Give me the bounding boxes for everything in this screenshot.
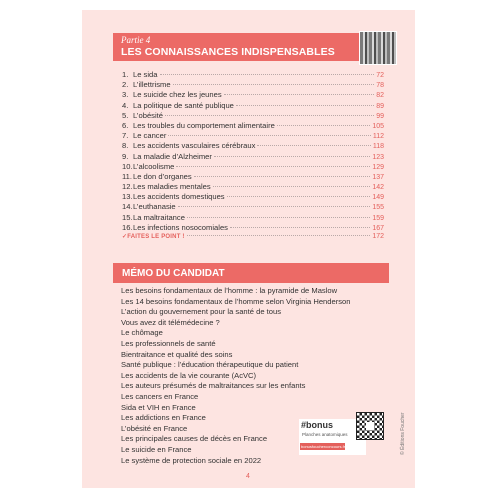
memo-header bbox=[113, 263, 389, 283]
memo-item[interactable]: Les 14 besoins fondamentaux de l’homme selon Virginia Henderson bbox=[121, 296, 351, 306]
memo-item[interactable]: Le système de protection sociale en 2022 bbox=[121, 455, 262, 465]
memo-item[interactable]: Vous avez dit télémédecine ? bbox=[121, 317, 220, 327]
page-number: 4 bbox=[246, 473, 250, 480]
toc-item[interactable]: 3. Le suicide chez les jeunes 82 bbox=[122, 90, 384, 100]
part-label: Partie 4 bbox=[121, 35, 151, 45]
toc-item[interactable]: 2. L’illettrisme 78 bbox=[122, 80, 384, 90]
memo-item[interactable]: Santé publique : l’éducation thérapeutique du patient bbox=[121, 360, 299, 370]
toc-item[interactable]: 12. Les maladies mentales 142 bbox=[122, 182, 384, 192]
toc-item[interactable]: 8. Les accidents vasculaires cérébraux 118 bbox=[122, 141, 384, 151]
toc-item[interactable]: 4. La politique de santé publique 89 bbox=[122, 100, 384, 110]
memo-item[interactable]: Bientraitance et qualité des soins bbox=[121, 349, 233, 359]
memo-item[interactable]: Sida et VIH en France bbox=[121, 402, 196, 412]
section-title: LES CONNAISSANCES INDISPENSABLES bbox=[121, 46, 335, 58]
toc-item[interactable]: 14. L’euthanasie 155 bbox=[122, 202, 384, 212]
memo-item[interactable]: Les professionnels de santé bbox=[121, 338, 216, 348]
toc-item[interactable]: 9. La maladie d’Alzheimer 123 bbox=[122, 151, 384, 161]
memo-item[interactable]: Les addictions en France bbox=[121, 413, 206, 423]
toc-item[interactable]: 10. L’alcoolisme 129 bbox=[122, 161, 384, 171]
toc-item[interactable]: 7. Le cancer 112 bbox=[122, 131, 384, 141]
memo-item[interactable]: Les accidents de la vie courante (AcVC) bbox=[121, 370, 257, 380]
toc-item[interactable]: 15. La maltraitance 159 bbox=[122, 212, 384, 222]
memo-title: MÉMO DU CANDIDAT bbox=[122, 268, 225, 279]
toc-item[interactable]: 6. Les troubles du comportement alimentaire 105 bbox=[122, 120, 384, 130]
bonus-subtitle: Planches anatomiques bbox=[302, 432, 348, 437]
table-of-contents bbox=[122, 70, 384, 243]
memo-item[interactable]: L’obésité en France bbox=[121, 423, 188, 433]
bonus-url[interactable]: bonusfoucherconcours.fr bbox=[301, 444, 345, 449]
section-header bbox=[113, 33, 389, 61]
qr-code-icon[interactable] bbox=[356, 412, 384, 440]
toc-item[interactable]: 11. Le don d’organes 137 bbox=[122, 171, 384, 181]
toc-item[interactable]: 5. L’obésité 99 bbox=[122, 110, 384, 120]
toc-item[interactable]: 16. Les infections nosocomiales 167 bbox=[122, 222, 384, 232]
memo-item[interactable]: Les cancers en France bbox=[121, 391, 199, 401]
memo-item[interactable]: Les principales causes de décès en France bbox=[121, 434, 268, 444]
memo-item[interactable]: Le chômage bbox=[121, 328, 163, 338]
toc-item[interactable]: 1. Le sida 72 bbox=[122, 70, 384, 79]
toc-item-faites-le-point[interactable]: ✓FAITES LE POINT ! 172 bbox=[122, 233, 384, 240]
copyright-text: © Éditions Foucher bbox=[400, 412, 406, 455]
memo-item[interactable]: Les besoins fondamentaux de l’homme : la pyramide de Maslow bbox=[121, 286, 338, 295]
memo-item[interactable]: Les auteurs présumés de maltraitances sur les enfants bbox=[121, 381, 306, 391]
memo-item[interactable]: Le suicide en France bbox=[121, 444, 192, 454]
memo-item[interactable]: L’action du gouvernement pour la santé de tous bbox=[121, 307, 282, 317]
bonus-tag: #bonus bbox=[301, 420, 334, 430]
bookshelf-photo bbox=[359, 31, 397, 65]
toc-item[interactable]: 13. Les accidents domestiques 149 bbox=[122, 192, 384, 202]
